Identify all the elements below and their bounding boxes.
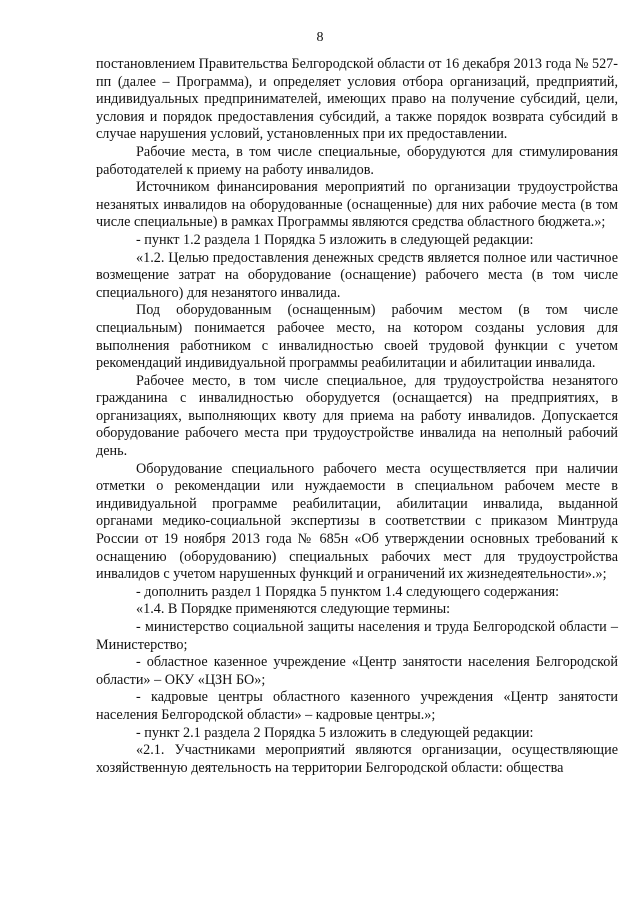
paragraph-clause-1-2-amendment: - пункт 1.2 раздела 1 Порядка 5 изложить в следующей редакции:: [136, 231, 534, 248]
paragraph-special-workplace: Оборудование специального рабочего места осуществляется при наличии отметки о рекомендации или нуждаемости в специальном рабочем месте в индивидуальной программе реабилитации, абилитации инвалида, выданной органами медико-социальной экспертизы в соответствии с приказом Минтруда России от 19 ноября 2013 года № 685н «Об утверждении основных требований к оснащению (оборудованию) специальных рабочих мест для трудоустройства инвалидов с учетом нарушенных функций и ограничений их жизнедеятельности».»;: [96, 460, 618, 583]
paragraph-intro: постановлением Правительства Белгородской области от 16 декабря 2013 года № 527-пп (далее – Программа), и определяет условия отбора организаций, предприятий, индивидуальных предпринимателей, имеющих право на получение субсидий, цели, условия и порядок предоставления субсидий, а также порядок возврата субсидий в случае нарушения условий, установленных при их предоставлении.: [96, 56, 618, 143]
term-employment-center: - областное казенное учреждение «Центр занятости населения Белгородской области» – ОКУ «ЦЗН БО»;: [96, 654, 618, 688]
paragraph-clause-1-4-amendment: - дополнить раздел 1 Порядка 5 пунктом 1.4 следующего содержания:: [136, 583, 560, 600]
paragraph-funding-source: Источником финансирования мероприятий по организации трудоустройства незанятых инвалидов на оборудованные (оснащенные) для них рабочие места (в том числе специальные) в рамках Программы являются средства областного бюджета.»;: [96, 179, 618, 231]
paragraph-workplaces: Рабочие места, в том числе специальные, оборудуются для стимулирования работодателей к приему на работу инвалидов.: [96, 143, 618, 178]
paragraph-workplace-conditions: Рабочее место, в том числе специальное, для трудоустройства незанятого гражданина с инвалидностью оборудуется (оснащается) на предприятиях, в организациях, выполняющих квоту для приема на работу инвалидов. Допускается оборудование рабочего места при трудоустройстве инвалида на неполный рабочий день.: [96, 372, 618, 460]
paragraph-clause-2-1-amendment: - пункт 2.1 раздела 2 Порядка 5 изложить в следующей редакции:: [136, 724, 534, 741]
term-ministry: - министерство социальной защиты населения и труда Белгородской области – Министерство;: [96, 619, 618, 653]
term-personnel-centers: - кадровые центры областного казенного учреждения «Центр занятости населения Белгородской области» – кадровые центры.»;: [96, 689, 618, 723]
page-number: 8: [316, 30, 324, 45]
paragraph-clause-1-4: «1.4. В Порядке применяются следующие термины:: [136, 601, 451, 618]
paragraph-clause-2-1: «2.1. Участниками мероприятий являются организации, осуществляющие хозяйственную деятельность на территории Белгородской области: общества: [96, 742, 618, 776]
document-body: [96, 56, 618, 777]
paragraph-equipped-workplace-definition: Под оборудованным (оснащенным) рабочим местом (в том числе специальным) понимается рабочее место, на котором созданы условия для выполнения работником с инвалидностью своей трудовой функции с учетом рекомендаций индивидуальной программы реабилитации и абилитации инвалида.: [96, 302, 618, 372]
paragraph-clause-1-2: «1.2. Целью предоставления денежных средств является полное или частичное возмещение затрат на оборудование (оснащение) рабочего места (в том числе специального) для незанятого инвалида.: [96, 249, 618, 301]
